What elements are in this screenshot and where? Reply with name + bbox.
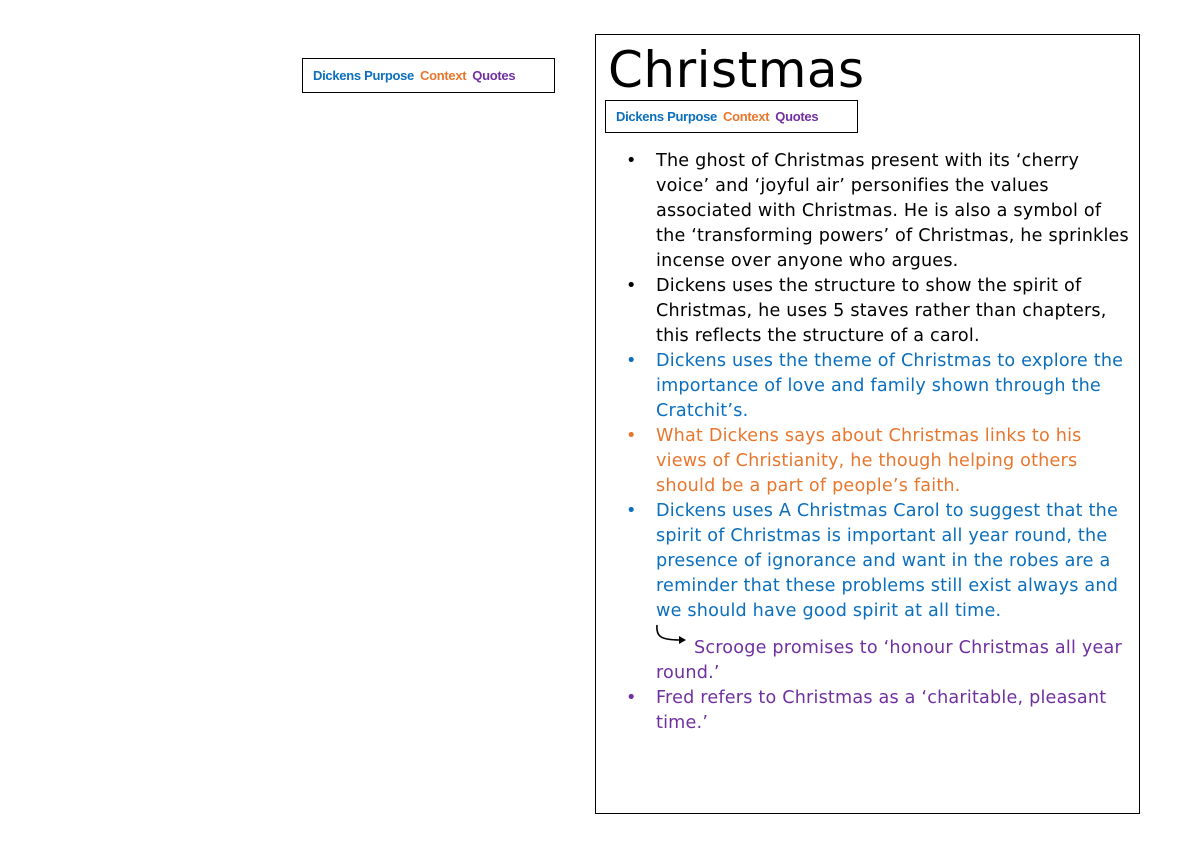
arrow-quote-text: Scrooge promises to ‘honour Christmas all year round.’	[656, 638, 1122, 683]
bullet-text: Dickens uses the structure to show the spirit of Christmas, he uses 5 staves rather than chapters, this reflects the structure of a carol.	[656, 276, 1107, 346]
bullet-item	[626, 274, 1131, 349]
card-title: Christmas	[608, 41, 865, 99]
bullet-text: Fred refers to Christmas as a ‘charitable, pleasant time.’	[656, 688, 1107, 733]
bullet-dot-icon: •	[626, 426, 637, 446]
bullet-text: Dickens uses A Christmas Carol to suggest that the spirit of Christmas is important all year round, the presence of ignorance and want in the robes are a reminder that these problems still exist always and we should have good spirit at all time.	[656, 501, 1119, 621]
key-quotes: Quotes	[472, 68, 516, 83]
curved-arrow-icon	[654, 622, 688, 648]
bullet-dot-icon: •	[626, 151, 637, 171]
bullet-text: Dickens uses the theme of Christmas to explore the importance of love and family shown through the Cratchit’s.	[656, 351, 1124, 421]
arrow-quote-item	[626, 624, 1131, 686]
bullet-dot-icon: •	[626, 351, 637, 371]
revision-card	[595, 34, 1140, 814]
key-context: Context	[723, 109, 770, 124]
bullet-item	[626, 349, 1131, 424]
key-dickens-purpose: Dickens Purpose	[616, 109, 717, 124]
bullet-list	[626, 149, 1131, 736]
key-quotes: Quotes	[775, 109, 819, 124]
bullet-dot-icon: •	[626, 276, 637, 296]
bullet-item	[626, 424, 1131, 499]
bullet-dot-icon: •	[626, 688, 637, 708]
bullet-text: What Dickens says about Christmas links to his views of Christianity, he though helping others should be a part of people’s faith.	[656, 426, 1082, 496]
bullet-item	[626, 686, 1131, 736]
key-dickens-purpose: Dickens Purpose	[313, 68, 414, 83]
key-context: Context	[420, 68, 467, 83]
bullet-item	[626, 149, 1131, 274]
bullet-item	[626, 499, 1131, 624]
colour-key-card	[605, 100, 858, 133]
bullet-dot-icon: •	[626, 501, 637, 521]
bullet-text: The ghost of Christmas present with its ‘cherry voice’ and ‘joyful air’ personifies the values associated with Christmas. He is also a symbol of the ‘transforming powers’ of Christmas, he sprinkles incense over anyone who argues.	[656, 151, 1129, 271]
colour-key-left	[302, 58, 555, 93]
